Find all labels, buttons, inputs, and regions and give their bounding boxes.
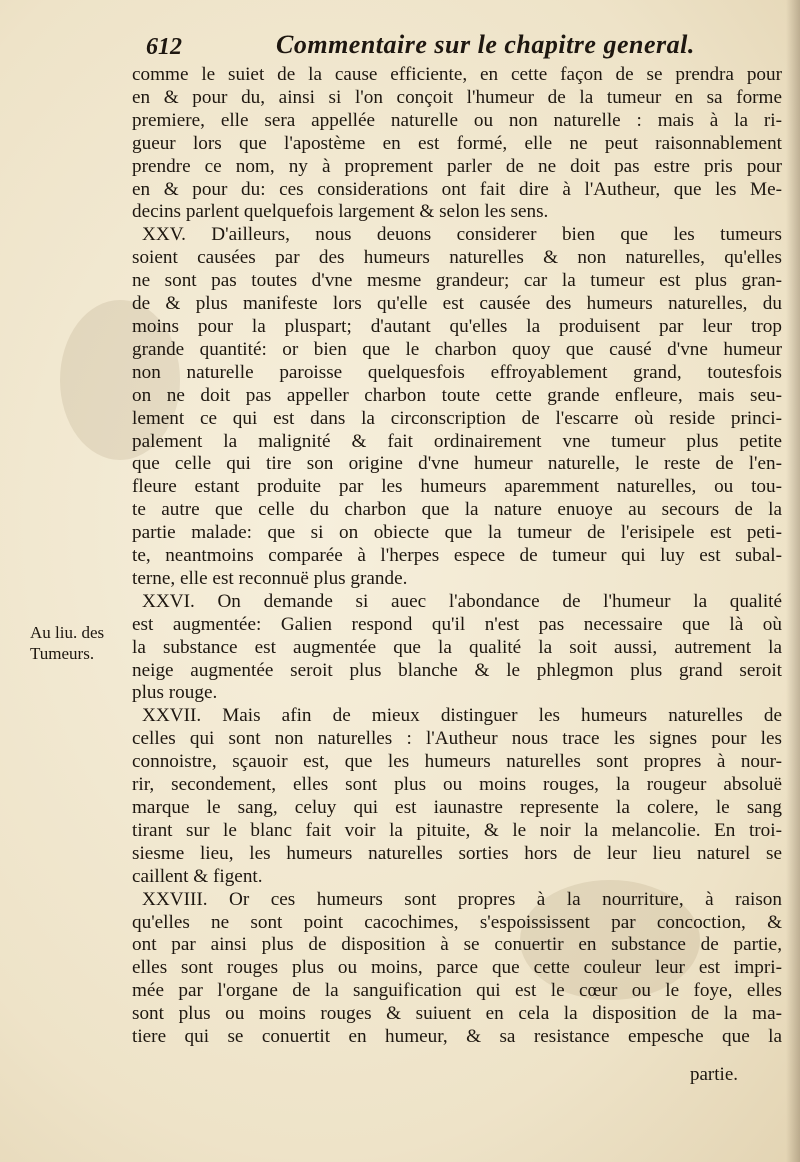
text-line: gueur lors que l'apostème en est formé, elle ne peut raisonnablement — [132, 132, 782, 154]
text-line: en & pour du: ces considerations ont fait dire à l'Autheur, que les Me- — [132, 178, 782, 200]
page-edge-shadow — [786, 0, 800, 1162]
running-title: Commentaire sur le chapitre general. — [276, 30, 695, 59]
text-line: partie malade: que si on obiecte que la tumeur de l'erisipele est peti- — [132, 522, 782, 544]
text-line: connoistre, sçauoir est, que les humeurs naturelles sont propres à nour- — [132, 751, 782, 773]
text-line: plus rouge. — [132, 682, 218, 704]
page-number: 612 — [146, 34, 182, 60]
text-line: siesme lieu, les humeurs naturelles sorties hors de leur lieu naturel se — [132, 842, 782, 864]
text-line: prendre ce nom, ny à proprement parler de ne doit pas estre pris pour — [132, 155, 782, 177]
text-line: la substance est augmentée que la qualité la soit aussi, autrement la — [132, 636, 782, 658]
text-line: on ne doit pas appeller charbon toute cette grande enfleure, mais seu- — [132, 384, 782, 406]
text-line: lement ce qui est dans la circonscription de l'escarre où reside princi- — [132, 407, 782, 429]
page-header — [138, 24, 778, 64]
text-line: en & pour du, ainsi si l'on conçoit l'humeur de la tumeur en sa forme — [132, 86, 782, 108]
body-text — [132, 64, 782, 1049]
margin-note — [30, 622, 126, 664]
margin-note-line: Tumeurs. — [30, 644, 95, 663]
text-line: soient causées par des humeurs naturelles & non naturelles, qu'elles — [132, 247, 782, 269]
paragraph-start: XXVIII. Or ces humeurs sont propres à la nourriture, à raison — [142, 888, 782, 910]
text-line: premiere, elle sera appellée naturelle ou non naturelle : mais à la ri- — [132, 109, 782, 131]
text-line: rir, secondement, elles sont plus ou moins rouges, la rougeur absoluë — [132, 774, 782, 796]
text-line: que celle qui tire son origine d'vne humeur naturelle, le reste de l'en- — [132, 453, 782, 475]
text-line: decins parlent quelquefois largement & selon les sens. — [132, 201, 549, 223]
text-line: te autre que celle du charbon que la nature enuoye au secours de la — [132, 499, 782, 521]
text-line: ne sont pas toutes d'vne mesme grandeur; car la tumeur est plus gran- — [132, 270, 782, 292]
text-line: sont plus ou moins rouges & suiuent en cela la disposition de la ma- — [132, 1003, 782, 1025]
text-line: qu'elles ne sont point cacochimes, s'espoississent par concoction, & — [132, 911, 782, 933]
text-line: te, neantmoins comparée à l'herpes espece de tumeur qui luy est subal- — [132, 545, 782, 567]
text-line: tiere qui se conuertit en humeur, & sa resistance empesche que la — [132, 1026, 782, 1048]
text-line: tirant sur le blanc fait voir la pituite, & le noir la melancolie. En troi- — [132, 819, 782, 841]
text-line: de & plus manifeste lors qu'elle est causée des humeurs naturelles, du — [132, 293, 782, 315]
text-line: mée par l'organe de la sanguification qui est le cœur ou le foye, elles — [132, 980, 782, 1002]
paragraph-start: XXV. D'ailleurs, nous deuons considerer bien que les tumeurs — [142, 224, 782, 246]
text-line: grande quantité: or bien que le charbon quoy que causé d'vne humeur — [132, 338, 782, 360]
paragraph-start: XXVI. On demande si auec l'abondance de l'humeur la qualité — [142, 590, 782, 612]
paragraph-start: XXVII. Mais afin de mieux distinguer les humeurs naturelles de — [142, 705, 782, 727]
text-line: fleure estant produite par les humeurs aparemment naturelles, ou tou- — [132, 476, 782, 498]
margin-note-line: Au liu. des — [30, 623, 105, 642]
text-line: caillent & figent. — [132, 865, 263, 887]
text-line: palement la malignité & fait ordinairement vne tumeur plus petite — [132, 430, 782, 452]
text-line: elles sont rouges plus ou moins, parce que cette couleur leur est impri- — [132, 957, 782, 979]
text-line: non naturelle paroisse quelquesfois effroyablement grand, toutesfois — [132, 361, 782, 383]
text-line: marque le sang, celuy qui est iaunastre represente la colere, le sang — [132, 797, 782, 818]
text-line: celles qui sont non naturelles : l'Autheur nous trace les signes pour les — [132, 728, 782, 750]
text-line: terne, elle est reconnuë plus grande. — [132, 567, 408, 589]
text-line: ont par ainsi plus de disposition à se conuertir en substance de partie, — [132, 934, 782, 956]
catchword: partie. — [690, 1064, 739, 1085]
text-line: moins pour la pluspart; d'autant qu'elles la produisent par leur trop — [132, 315, 782, 337]
text-line: est augmentée: Galien respond qu'il n'est pas necessaire que là où — [132, 613, 782, 635]
text-line: neige augmentée seroit plus blanche & le phlegmon plus grand seroit — [132, 659, 782, 681]
text-line: comme le suiet de la cause efficiente, en cette façon de se prendra pour — [132, 64, 782, 85]
